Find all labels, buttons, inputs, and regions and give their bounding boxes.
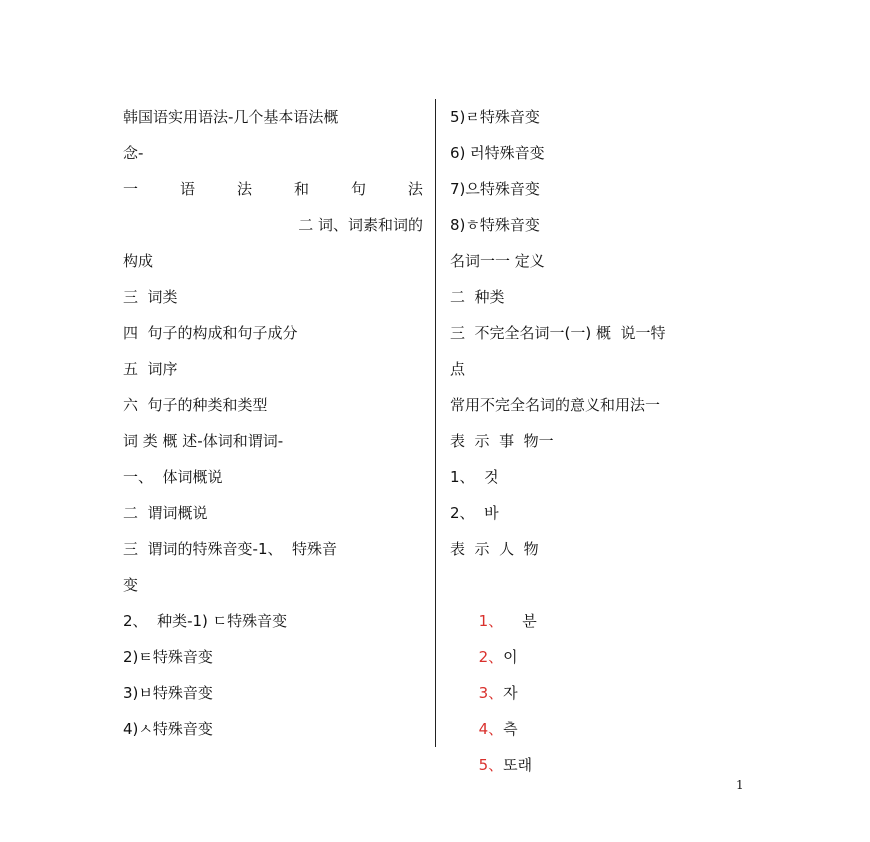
list-number: 3、 (478, 684, 504, 702)
word: 法 (407, 180, 423, 198)
list-number: 2、 (478, 648, 504, 666)
line: 1、 것 (450, 468, 499, 486)
list-text: 자 (503, 684, 518, 702)
list-number: 1、 (478, 612, 504, 630)
list-number: 5、 (478, 756, 504, 774)
line: 二 种类 (450, 288, 505, 306)
line: 三 不完全名词一(一) 概 说一特 (450, 324, 666, 342)
word: 语 (179, 180, 195, 198)
line: 韩国语实用语法-几个基本语法概 (123, 108, 339, 126)
line: 六 句子的种类和类型 (123, 396, 268, 414)
line: 一、 体词概说 (123, 468, 223, 486)
line: 4)ㅅ特殊音变 (123, 720, 213, 738)
line: 2、 种类-1) ㄷ特殊音变 (123, 612, 288, 630)
line: 常用不完全名词的意义和用法一 (450, 396, 661, 414)
line-spread (123, 171, 423, 207)
list-text: 또래 (503, 756, 533, 774)
list-text: 이 (503, 648, 518, 666)
line: 二 谓词概说 (123, 504, 208, 522)
line: 二 词、词素和词的 (298, 216, 423, 234)
line: 名词一一 定义 (450, 252, 545, 270)
line: 构成 (123, 252, 154, 270)
line: 念- (123, 144, 144, 162)
line: 3)ㅂ特殊音变 (123, 684, 213, 702)
line: 2、 바 (450, 504, 499, 522)
line: 五 词序 (123, 360, 178, 378)
page-number: 1 (736, 778, 744, 792)
list-text: 분 (503, 612, 537, 630)
line: 8)ㅎ特殊音变 (450, 216, 540, 234)
word: 和 (293, 180, 309, 198)
line: 表 示 事 物一 (450, 432, 554, 450)
line: 变 (123, 576, 139, 594)
line: 四 句子的构成和句子成分 (123, 324, 298, 342)
line: 表 示 人 物 (450, 540, 539, 558)
line: 2)ㅌ特殊音变 (123, 648, 213, 666)
numbered-line (450, 567, 750, 630)
column-divider (435, 99, 436, 747)
list-text: 측 (503, 720, 518, 738)
line: 点 (450, 360, 466, 378)
line: 三 谓词的特殊音变-1、 特殊音 (123, 540, 338, 558)
line: 词 类 概 述-体词和谓词- (123, 432, 284, 450)
word: 法 (236, 180, 252, 198)
right-column (450, 99, 750, 774)
line: 三 词类 (123, 288, 178, 306)
line: 7)으特殊音变 (450, 180, 540, 198)
word: 句 (350, 180, 366, 198)
word: 一 (123, 180, 139, 198)
left-column (123, 99, 423, 747)
line: 5)ㄹ特殊音变 (450, 108, 540, 126)
line: 6) 러特殊音变 (450, 144, 545, 162)
list-number: 4、 (478, 720, 504, 738)
